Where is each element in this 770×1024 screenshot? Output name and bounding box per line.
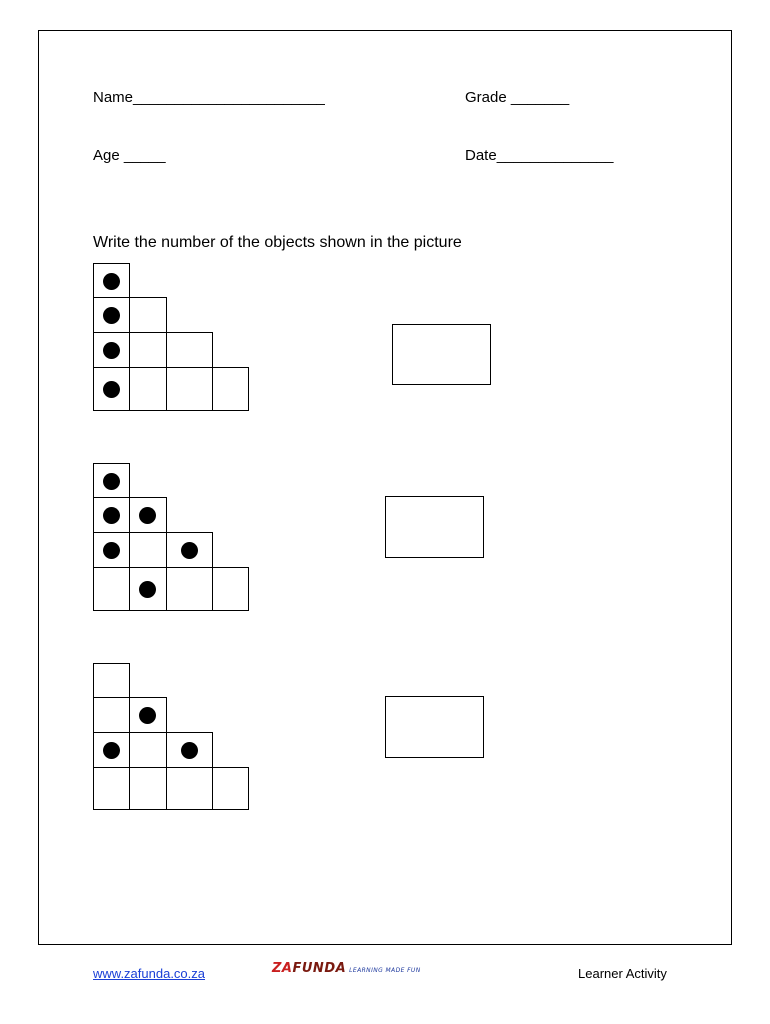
- name-blank[interactable]: _______________________: [133, 89, 325, 106]
- puzzle-cell: [93, 532, 130, 568]
- dot: [139, 581, 156, 598]
- puzzle-cell: [129, 732, 167, 768]
- puzzle-cell: [129, 767, 167, 810]
- dot: [181, 742, 198, 759]
- puzzle-cell: [166, 532, 213, 568]
- puzzle-cell: [93, 697, 130, 733]
- logo-brand: [272, 961, 346, 976]
- puzzle-cell: [93, 463, 130, 498]
- learner-activity-label: Learner Activity: [578, 966, 667, 981]
- puzzle-cell: [93, 332, 130, 368]
- dot: [103, 307, 120, 324]
- puzzle-cell: [129, 567, 167, 611]
- puzzle-cell: [129, 697, 167, 733]
- instruction-text: Write the number of the objects shown in the picture: [93, 234, 462, 251]
- grade-label: Grade: [465, 89, 507, 106]
- puzzle-cell: [166, 367, 213, 411]
- dot: [103, 342, 120, 359]
- dot: [103, 507, 120, 524]
- puzzle-cell: [93, 767, 130, 810]
- puzzle-cell: [129, 332, 167, 368]
- grade-field[interactable]: [465, 89, 569, 107]
- puzzle-cell: [93, 567, 130, 611]
- puzzle-cell: [93, 663, 130, 698]
- puzzle-cell: [129, 297, 167, 333]
- dot: [181, 542, 198, 559]
- puzzle-cell: [93, 367, 130, 411]
- date-field[interactable]: [465, 147, 613, 165]
- puzzle-cell: [166, 732, 213, 768]
- dot: [103, 381, 120, 398]
- puzzle-cell: [93, 497, 130, 533]
- puzzle-cell: [212, 767, 249, 810]
- puzzle-cell: [212, 367, 249, 411]
- puzzle-cell: [93, 732, 130, 768]
- age-field[interactable]: [93, 147, 166, 165]
- puzzle-cell: [166, 767, 213, 810]
- name-label: Name: [93, 89, 134, 106]
- puzzle-cell: [166, 332, 213, 368]
- puzzle-cell: [129, 532, 167, 568]
- dot: [103, 273, 120, 290]
- age-label: Age: [93, 147, 120, 164]
- logo-prefix: ZA: [272, 961, 293, 976]
- website-link[interactable]: www.zafunda.co.za: [93, 966, 206, 981]
- puzzle-cell: [166, 567, 213, 611]
- answer-box-1[interactable]: [392, 324, 491, 385]
- date-blank[interactable]: ______________: [496, 147, 614, 164]
- age-blank[interactable]: _____: [119, 147, 166, 164]
- puzzle-cell: [129, 497, 167, 533]
- dot: [103, 742, 120, 759]
- grade-blank[interactable]: _______: [506, 89, 570, 106]
- zafunda-logo: [272, 957, 421, 976]
- answer-box-3[interactable]: [385, 696, 484, 758]
- logo-tagline: LEARNING MADE FUN: [349, 967, 421, 974]
- answer-box-2[interactable]: [385, 496, 484, 558]
- puzzle-cell: [129, 367, 167, 411]
- puzzle-cell: [93, 297, 130, 333]
- puzzle-cell: [212, 567, 249, 611]
- puzzle-cell: [93, 263, 130, 298]
- date-label: Date: [465, 147, 497, 164]
- dot: [103, 473, 120, 490]
- dot: [139, 707, 156, 724]
- dot: [103, 542, 120, 559]
- name-field[interactable]: [93, 89, 325, 107]
- logo-rest: FUNDA: [292, 961, 347, 976]
- dot: [139, 507, 156, 524]
